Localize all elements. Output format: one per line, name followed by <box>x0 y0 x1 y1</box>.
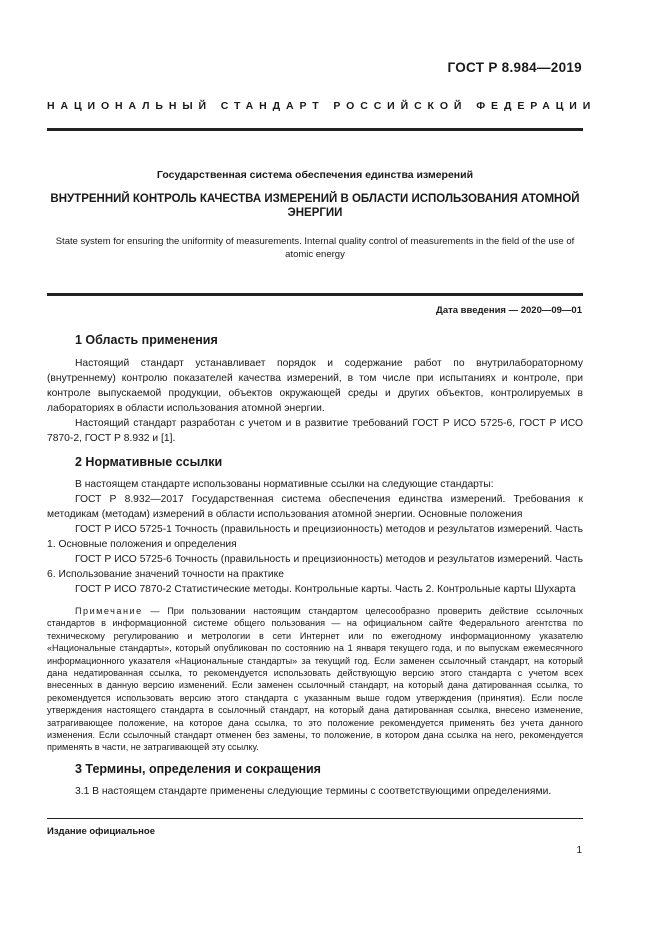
section-2-heading: 2 Нормативные ссылки <box>75 455 223 469</box>
paragraph: Настоящий стандарт устанавливает порядок и содержание работ по внутрилабораторному (внутреннему) контролю показателей качества измерений, в том числе при испытаниях и контроле, при контроле выпускаемой продукции, объектов окружающей среды и других объектов, контролируемых в лабораториях в области использования атомной энергии. <box>47 358 583 414</box>
section-2-body <box>47 477 583 597</box>
page-number: 1 <box>576 845 582 856</box>
section-1-body <box>47 356 583 446</box>
footer-divider <box>47 818 583 819</box>
document-title: ВНУТРЕННИЙ КОНТРОЛЬ КАЧЕСТВА ИЗМЕРЕНИЙ В ОБЛАСТИ ИСПОЛЬЗОВАНИЯ АТОМНОЙ ЭНЕРГИИ <box>50 193 580 219</box>
references-note <box>47 605 583 754</box>
paragraph: В настоящем стандарте использованы нормативные ссылки на следующие стандарты: <box>75 479 494 490</box>
english-title: State system for ensuring the uniformity of measurements. Internal quality control of measurements in the field of the use of atomic energy <box>55 236 575 260</box>
reference-item: ГОСТ Р 8.932—2017 Государственная система обеспечения единства измерений. Требования к методикам (методам) измерений в области использования атомной энергии. Основные положения <box>47 494 583 520</box>
header-divider <box>47 128 583 131</box>
note-text: — При пользовании настоящим стандартом целесообразно проверить действие ссылочных стандартов в информационной системе общего пользования — на официальном сайте Федерального агентства по техническому регулированию и метрологии в сети Интернет или по ежегодному информационному указателю «Национальные стандарты», который опубликован по состоянию на 1 января текущего года, и по выпускам ежемесячного информационного указателя «Национальные стандарты» за текущий год. Если заменен ссылочный стандарт, на который дана недатированная ссылка, то рекомендуется использовать действующую версию этого стандарта с учетом всех внесенных в данную версию изменений. Если заменен ссылочный стандарт, на который дана датированная ссылка, то рекомендуется использовать версию этого стандарта с указанным выше годом утверждения (принятия). Если после утверждения настоящего стандарта в ссылочный стандарт, на который дана датированная ссылка, внесено изменение, затрагивающее положение, на которое дана ссылка, то это положение рекомендуется применять без учета данного изменения. Если ссылочный стандарт отменен без замены, то положение, в котором дана ссылка на него, рекомендуется применять в части, не затрагивающей эту ссылку. <box>47 606 583 753</box>
title-divider <box>47 293 583 296</box>
paragraph: Настоящий стандарт разработан с учетом и в развитие требований ГОСТ Р ИСО 5725-6, ГОСТ Р ИСО 7870-2, ГОСТ Р 8.932 и [1]. <box>47 418 583 444</box>
official-edition-label: Издание официальное <box>47 826 155 837</box>
section-3-body <box>47 784 583 799</box>
document-subtitle: Государственная система обеспечения единства измерений <box>156 169 474 181</box>
national-standard-banner: НАЦИОНАЛЬНЫЙ СТАНДАРТ РОССИЙСКОЙ ФЕДЕРАЦИИ <box>47 100 597 112</box>
reference-item: ГОСТ Р ИСО 5725-1 Точность (правильность и прецизионность) методов и результатов измерений. Часть 1. Основные положения и определения <box>47 524 583 550</box>
note-label: Примечание <box>75 606 143 616</box>
paragraph: 3.1 В настоящем стандарте применены следующие термины с соответствующими определениями. <box>75 786 552 797</box>
section-1-heading: 1 Область применения <box>75 333 218 347</box>
reference-item: ГОСТ Р ИСО 7870-2 Статистические методы. Контрольные карты. Часть 2. Контрольные карты Шухарта <box>75 584 576 595</box>
document-code: ГОСТ Р 8.984—2019 <box>447 60 582 75</box>
reference-item: ГОСТ Р ИСО 5725-6 Точность (правильность и прецизионность) методов и результатов измерений. Часть 6. Использование значений точности на практике <box>47 554 583 580</box>
introduction-date: Дата введения — 2020—09—01 <box>436 305 582 316</box>
section-3-heading: 3 Термины, определения и сокращения <box>75 762 321 776</box>
